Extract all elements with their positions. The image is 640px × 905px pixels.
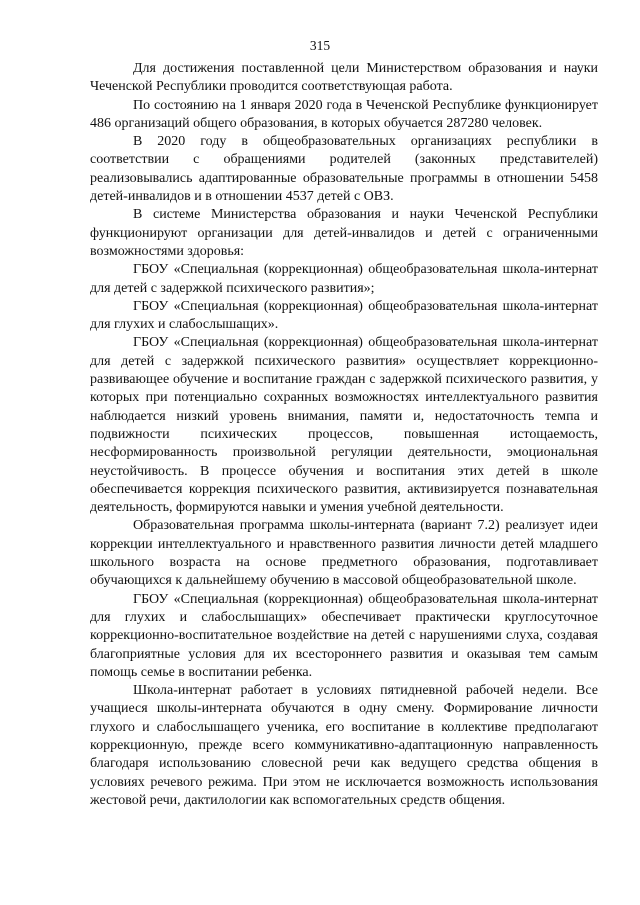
paragraph: В 2020 году в общеобразовательных организациях республики в соответствии с обращениями родителей (законных представителей) реализовывались адаптированные образовательные программы в отношении 5458 детей-инвалидов и в отношении 4537 детей с ОВЗ. (90, 134, 598, 205)
page-number: 315 (309, 38, 331, 53)
paragraph: По состоянию на 1 января 2020 года в Чеченской Республике функционирует 486 организаций общего образования, в которых обучается 287280 человек. (90, 97, 598, 131)
paragraph: Образовательная программа школы-интерната (вариант 7.2) реализует идеи коррекции интеллектуального и нравственного развития личности детей младшего школьного возраста на основе предметного образования, подготавливает обучающихся к дальнейшему обучению в массовой общеобразовательной школе. (90, 518, 598, 589)
paragraph: ГБОУ «Специальная (коррекционная) общеобразовательная школа-интернат для детей с задержкой психического развития» осуществляет коррекционно-развивающее обучение и воспитание граждан с задержкой психического развития, у которых при потенциально сохранных возможностях интеллектуального развития наблюдается низкий уровень внимания, памяти и, недостаточность темпа и подвижности психических процессов, повышенная истощаемость, несформированность произвольной регуляции деятельности, эмоциональная неустойчивость. В процессе обучения и воспитания этих детей в школе обеспечивается коррекция психического развития, активизируется познавательная деятельность, формируются навыки и умения учебной деятельности. (90, 335, 598, 516)
paragraph: Школа-интернат работает в условиях пятидневной рабочей недели. Все учащиеся школы-интерната обучаются в одну смену. Формирование личности глухого и слабослышащего ученика, его воспитание в коллективе предполагают коррекционную, прежде всего коммуникативно-адаптационную направленность благодаря использованию словесной речи как ведущего средства общения в условиях речевого режима. При этом не исключается возможность использования жестовой речи, дактилологии как вспомогательных средств общения. (90, 683, 598, 808)
paragraph: ГБОУ «Специальная (коррекционная) общеобразовательная школа-интернат для детей с задержкой психического развития»; (90, 262, 598, 296)
paragraph: ГБОУ «Специальная (коррекционная) общеобразовательная школа-интернат для глухих и слабослышащих» обеспечивает практически круглосуточное коррекционно-воспитательное воздействие на детей с нарушениями слуха, создавая благоприятные условия для их всестороннего развития и оказывая тем самым помощь семье в воспитании ребенка. (90, 591, 598, 680)
paragraph: ГБОУ «Специальная (коррекционная) общеобразовательная школа-интернат для глухих и слабослышащих». (90, 298, 598, 333)
paragraph: Для достижения поставленной цели Министерством образования и науки Чеченской Республики проводится соответствующая работа. (90, 61, 598, 95)
paragraph: В системе Министерства образования и науки Чеченской Республики функционируют организации для детей-инвалидов и детей с ограниченными возможностями здоровья: (90, 207, 598, 259)
document-body (90, 60, 598, 810)
